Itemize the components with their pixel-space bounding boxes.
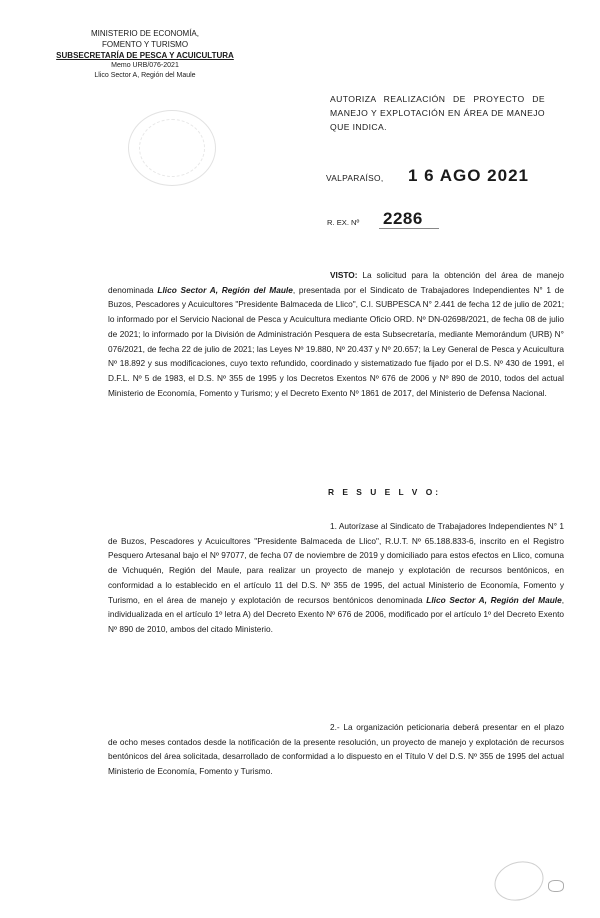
ministry-name-line1: MINISTERIO DE ECONOMÍA,: [90, 29, 199, 38]
article-1-area-name: Llico Sector A, Región del Maule: [426, 594, 562, 605]
date-stamp: 1 6 AGO 2021: [408, 166, 529, 185]
resuelvo-heading: R E S U E L V O:: [328, 487, 441, 497]
signature-mark: [548, 880, 564, 892]
city-label: VALPARAÍSO,: [326, 173, 384, 183]
resolution-subject: AUTORIZA REALIZACIÓN DE PROYECTO DE MANEJO Y EXPLOTACIÓN EN ÁREA DE MANEJO QUE INDICA.: [330, 94, 545, 132]
article-2-paragraph: 2.- La organización peticionaria deberá presentar en el plazo de ocho meses contados desde la notificación de la presente resolución, un proyecto de manejo y explotación de recursos bentónicos del área solicitada, desarrollado de conformidad a lo dispuesto en el Título V del D.S. Nº 355 de 1995 del actual Ministerio de Economía, Fomento y Turismo.: [108, 722, 564, 777]
subsecretaria-name: SUBSECRETARÍA DE PESCA Y ACUICULTURA: [56, 51, 234, 60]
resolution-number-block: [327, 209, 423, 228]
faded-seal-stamp: [128, 110, 216, 186]
visto-text-part1: La solicitud para la obtención del área de manejo denominada: [108, 270, 564, 295]
memo-reference: Memo URB/076-2021: [111, 62, 179, 69]
place-and-date: [326, 166, 566, 185]
visto-text-part2: , presentada por el Sindicato de Trabajadores Independientes N° 1 de Buzos, Pescadores y Acuicultores "Presidente Balmaceda de Llico", C.I. SUBPESCA N° 2.441 de fecha 12 de julio de 2021; lo informado por el Servicio Nacional de Pesca y Acuicultura mediante Oficio ORD. Nº DN-02698/2021, de fecha 08 de julio de 2021; lo informado por la División de Administración Pesquera de esta Subsecretaría, mediante Memorándum (URB) N° 076/2021, de fecha 22 de julio de 2021; las Leyes Nº 19.880, Nº 20.437 y Nº 20.657; la Ley General de Pesca y Acuicultura Nº 18.892 y sus modificaciones, cuyo texto refundido, coordinado y sistematizado fue fijado por el D.S. Nº 430 de 1991, el D.F.L. Nº 5 de 1983, el D.S. Nº 355 de 1995 y los Decretos Exentos Nº 676 de 2006 y Nº 890 de 2010, todos del actual Ministerio de Economía, Fomento y Turismo; y el Decreto Exento Nº 1861 de 2017, del Ministerio de Defensa Nacional.: [108, 284, 564, 398]
visto-label: VISTO:: [330, 270, 358, 280]
article-1-paragraph: [108, 519, 564, 637]
article-1-text-part2: , individualizada en el artículo 1º letra A) del Decreto Exento Nº 676 de 2006, modificado por el artículo 1º del Decreto Exento Nº 890 de 2010, ambos del citado Ministerio.: [108, 594, 564, 634]
letterhead: [40, 28, 250, 81]
visto-paragraph: [108, 268, 564, 400]
resolution-number: 2286: [383, 209, 423, 228]
signature-stamp: [489, 855, 548, 907]
resolution-number-underline: [379, 228, 439, 229]
ministry-name-line2: FOMENTO Y TURISMO: [101, 40, 189, 49]
article-1-text-part1: 1. Autorízase al Sindicato de Trabajadores Independientes N° 1 de Buzos, Pescadores y Acuicultores "Presidente Balmaceda de Llico", R.U.T. Nº 65.188.833-6, inscrito en el Registro Pesquero Artesanal bajo el Nº 97077, de fecha 07 de noviembre de 2019 y domiciliado para estos efectos en Llico, comuna de Vichuquén, Región del Maule, para realizar un proyecto de manejo y explotación de recursos bentónicos, en conformidad a lo establecido en el artículo 11 del D.S. Nº 355 de 1995, del actual Ministerio de Economía, Fomento y Turismo, en el área de manejo y explotación de recursos bentónicos denominada: [108, 521, 564, 605]
visto-area-name: Llico Sector A, Región del Maule: [157, 284, 293, 295]
area-reference: Llico Sector A, Región del Maule: [94, 72, 196, 79]
resolution-number-label: R. EX. Nº: [327, 218, 360, 227]
